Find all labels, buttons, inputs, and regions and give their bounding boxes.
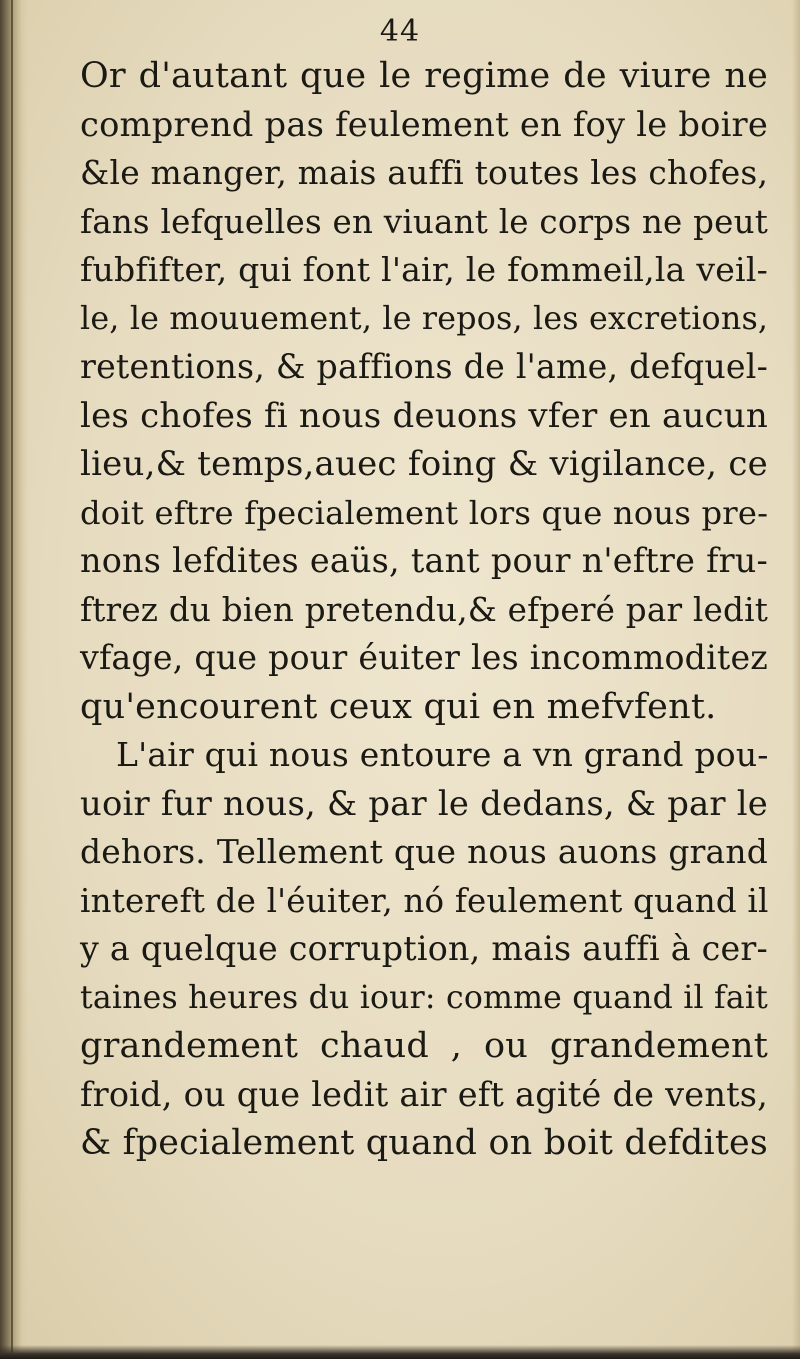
text-line: vfage, que pour éuiter les incommoditez — [80, 638, 768, 677]
text-line: L'air qui nous entoure a vn grand pou- — [116, 735, 769, 774]
text-line: ftrez du bien pretendu,& efperé par ledit — [80, 590, 768, 629]
text-line: froid, ou que ledit air eft agité de vents, — [80, 1074, 768, 1114]
text-line: & fpecialement quand on boit defdites — [80, 1123, 768, 1163]
page-right-edge — [792, 0, 800, 1359]
text-line: retentions, & paffions de l'ame, defquel- — [80, 347, 768, 386]
page-number: 44 — [379, 14, 421, 49]
text-line: y a quelque corruption, mais auffi à cer- — [80, 929, 768, 968]
text-line: &le manger, mais auffi toutes les chofes, — [80, 153, 769, 192]
text-line: dehors. Tellement que nous auons grand — [80, 832, 768, 871]
text-line: grandement chaud , ou grandement — [80, 1026, 768, 1066]
text-line: les chofes fi nous deuons vfer en aucun — [80, 395, 768, 436]
text-line: lieu,& temps,auec foing & vigilance, ce — [80, 444, 768, 484]
text-line: uoir fur nous, & par le dedans, & par le — [80, 783, 768, 823]
text-line: le, le mouuement, le repos, les excretions, — [80, 300, 769, 337]
page-gutter — [0, 0, 28, 1359]
text-line: taines heures du iour: comme quand il fait — [80, 979, 768, 1016]
text-line: Or d'autant que le regime de viure ne — [80, 56, 768, 96]
text-line: fans lefquelles en viuant le corps ne peut — [80, 202, 768, 241]
text-line: doit eftre fpecialement lors que nous pre- — [80, 493, 769, 532]
page-bottom-edge — [0, 1345, 800, 1359]
text-line: fubfifter, qui font l'air, le fommeil,la veil- — [80, 250, 768, 289]
text-line: comprend pas feulement en foy le boire — [80, 104, 768, 144]
text-line: intereft de l'éuiter, nó feulement quand il — [80, 881, 769, 920]
binding-line — [11, 0, 13, 1359]
text-line: qu'encourent ceux qui en mefvfent. — [80, 686, 717, 727]
text-line: nons lefdites eaüs, tant pour n'eftre fru- — [80, 541, 768, 580]
body-text — [80, 52, 768, 1168]
